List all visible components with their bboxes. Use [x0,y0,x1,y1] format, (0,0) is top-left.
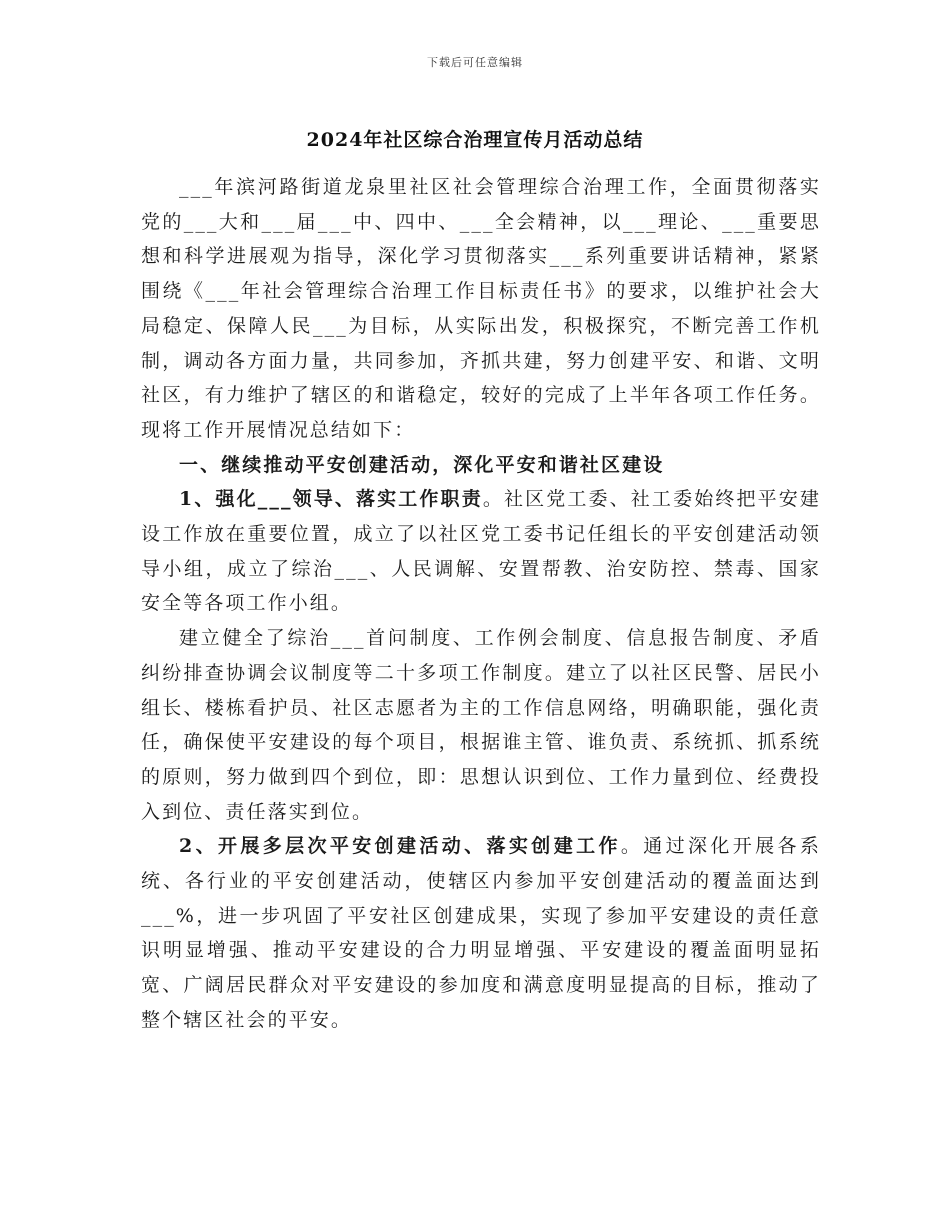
system-paragraph: 建立健全了综治___首问制度、工作例会制度、信息报告制度、矛盾纠纷排查协调会议制度等二十多项工作制度。建立了以社区民警、居民小组长、楼栋看护员、社区志愿者为主的工作信息网络，明确职能，强化责任，确保使平安建设的每个项目，根据谁主管、谁负责、系统抓、抓系统的原则，努力做到四个到位，即：思想认识到位、工作力量到位、经费投入到位、责任落实到位。 [141,627,821,823]
document-title: 2024年社区综合治理宣传月活动总结 [306,129,644,151]
intro-paragraph: ___年滨河路街道龙泉里社区社会管理综合治理工作，全面贯彻落实党的___大和___届___中、四中、___全会精神，以___理论、___重要思想和科学进展观为指导，深化学习贯彻落实___系列重要讲话精神，紧紧围绕《___年社会管理综合治理工作目标责任书》的要求，以维护社会大局稳定、保障人民___为目标，从实际出发，积极探究，不断完善工作机制，调动各方面力量，共同参加，齐抓共建，努力创建平安、和谐、文明社区，有力维护了辖区的和谐稳定，较好的完成了上半年各项工作任务。现将工作开展情况总结如下： [141,176,821,441]
item-1-text: 。社区党工委、社工委始终把平安建设工作放在重要位置，成立了以社区党工委书记任组长的平安创建活动领导小组，成立了综治___、人民调解、安置帮教、治安防控、禁毒、国家安全等各项工作小组。 [141,488,821,615]
item-2-paragraph [141,829,821,1037]
document-body [141,170,821,1038]
item-1-paragraph [141,482,821,621]
item-2-lead: 2、开展多层次平安创建活动、落实创建工作 [179,835,621,858]
section-heading-1: 一、继续推动平安创建活动，深化平安和谐社区建设 [179,453,665,476]
item-2-text: 。通过深化开展各系统、各行业的平安创建活动，使辖区内参加平安创建活动的覆盖面达到___%，进一步巩固了平安社区创建成果，实现了参加平安建设的责任意识明显增强、推动平安建设的合力明显增强、平安建设的覆盖面明显拓宽、广阔居民群众对平安建设的参加度和满意度明显提高的目标，推动了整个辖区社会的平安。 [141,835,821,1031]
item-1-lead: 1、强化___领导、落实工作职责 [179,488,483,511]
header-note: 下载后可任意编辑 [427,56,523,69]
